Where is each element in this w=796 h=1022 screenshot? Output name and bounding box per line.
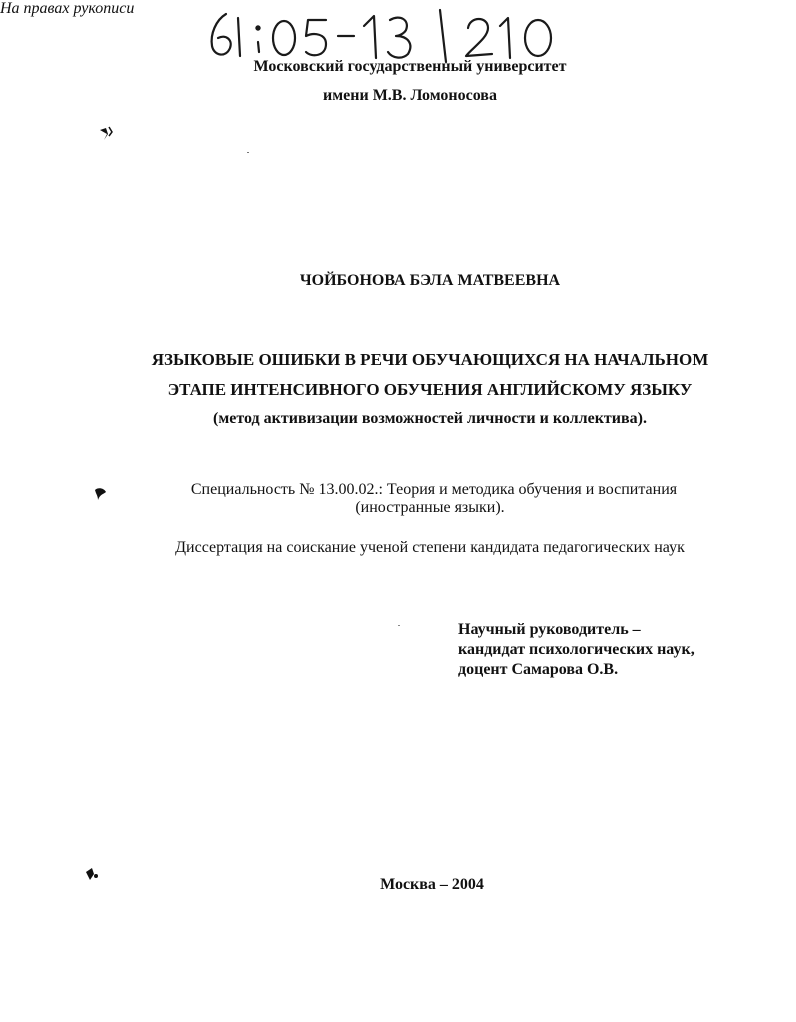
handwritten-archive-code	[196, 4, 586, 66]
dissertation-subtitle: (метод активизации возможностей личности и коллектива).	[213, 410, 647, 427]
author-name: ЧОЙБОНОВА БЭЛА МАТВЕЕВНА	[299, 272, 561, 289]
manuscript-rights-note: На правах рукописи	[0, 0, 135, 17]
scan-mark-icon	[82, 864, 102, 884]
scan-mark-icon	[92, 484, 112, 504]
supervisor-degree: кандидат психологических наук,	[458, 641, 695, 658]
dissertation-title-line2: ЭТАПЕ ИНТЕНСИВНОГО ОБУЧЕНИЯ АНГЛИЙСКОМУ ЯЗЫКУ	[167, 380, 693, 399]
supervisor-role: Научный руководитель –	[458, 621, 641, 638]
dissertation-title-line1: ЯЗЫКОВЫЕ ОШИБКИ В РЕЧИ ОБУЧАЮЩИХСЯ НА НАЧАЛЬНОМ	[151, 350, 709, 369]
degree-statement: Диссертация на соискание ученой степени кандидата педагогических наук	[175, 539, 685, 556]
scan-mark-icon	[98, 124, 118, 144]
supervisor-block	[458, 620, 695, 680]
scan-speck	[398, 625, 400, 626]
university-name: Московский государственный университет	[253, 58, 567, 75]
university-named-after: имени М.В. Ломоносова	[323, 87, 497, 104]
scan-speck	[247, 152, 249, 153]
specialty-line: Специальность № 13.00.02.: Теория и методика обучения и воспитания	[190, 481, 678, 498]
city-year: Москва – 2004	[380, 876, 484, 893]
specialty-field: (иностранные языки).	[355, 499, 505, 516]
supervisor-name: доцент Самарова О.В.	[458, 661, 619, 678]
